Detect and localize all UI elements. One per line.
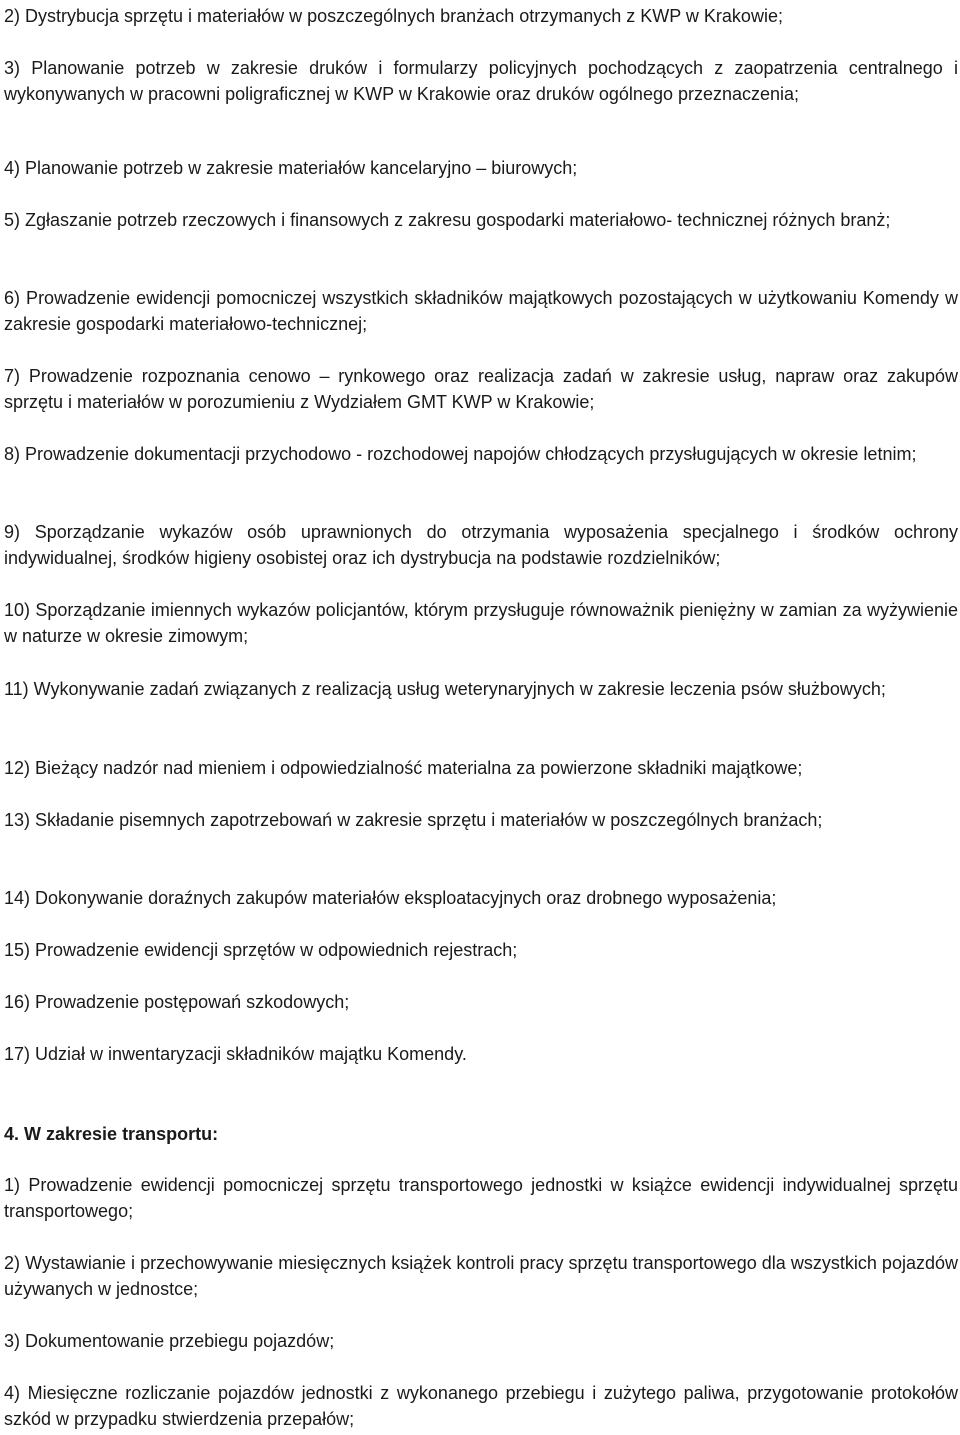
list-item: 12) Bieżący nadzór nad mieniem i odpowiedzialność materialna za powierzone składniki majątkowe; — [4, 758, 803, 778]
list-item: 9) Sporządzanie wykazów osób uprawnionych do otrzymania wyposażenia specjalnego i środków ochrony indywidualnej, środków higieny osobistej oraz ich dystrybucja na podstawie rozdzielników; — [4, 522, 958, 568]
list-item: 1) Prowadzenie ewidencji pomocniczej sprzętu transportowego jednostki w książce ewidencji indywidualnej sprzętu transportowego; — [4, 1175, 958, 1221]
list-item: 3) Planowanie potrzeb w zakresie druków i formularzy policyjnych pochodzących z zaopatrzenia centralnego i wykonywanych w pracowni poligraficznej w KWP w Krakowie oraz druków ogólnego przeznaczenia; — [4, 58, 958, 104]
list-item: 14) Dokonywanie doraźnych zakupów materiałów eksploatacyjnych oraz drobnego wyposażenia; — [4, 888, 777, 908]
list-item: 13) Składanie pisemnych zapotrzebowań w zakresie sprzętu i materiałów w poszczególnych branżach; — [4, 810, 823, 830]
list-item: 17) Udział w inwentaryzacji składników majątku Komendy. — [4, 1044, 467, 1064]
list-item: 5) Zgłaszanie potrzeb rzeczowych i finansowych z zakresu gospodarki materiałowo- technicznej różnych branż; — [4, 210, 891, 230]
list-item: 7) Prowadzenie rozpoznania cenowo – rynkowego oraz realizacja zadań w zakresie usług, napraw oraz zakupów sprzętu i materiałów w porozumieniu z Wydziałem GMT KWP w Krakowie; — [4, 366, 958, 412]
list-item: 16) Prowadzenie postępowań szkodowych; — [4, 992, 350, 1012]
list-item: 15) Prowadzenie ewidencji sprzętów w odpowiednich rejestrach; — [4, 940, 518, 960]
list-item: 10) Sporządzanie imiennych wykazów policjantów, którym przysługuje równoważnik pieniężny w zamian za wyżywienie w naturze w okresie zimowym; — [4, 600, 958, 646]
section-heading: 4. W zakresie transportu: — [4, 1124, 219, 1144]
list-item: 6) Prowadzenie ewidencji pomocniczej wszystkich składników majątkowych pozostających w użytkowaniu Komendy w zakresie gospodarki materiałowo-technicznej; — [4, 288, 958, 334]
list-item: 2) Wystawianie i przechowywanie miesięcznych książek kontroli pracy sprzętu transportowego dla wszystkich pojazdów używanych w jednostce; — [4, 1253, 958, 1299]
list-item: 11) Wykonywanie zadań związanych z realizacją usług weterynaryjnych w zakresie leczenia psów służbowych; — [4, 679, 886, 699]
list-item: 4) Miesięczne rozliczanie pojazdów jednostki z wykonanego przebiegu i zużytego paliwa, przygotowanie protokołów szkód w przypadku stwierdzenia przepałów; — [4, 1383, 958, 1429]
list-item: 4) Planowanie potrzeb w zakresie materiałów kancelaryjno – biurowych; — [4, 158, 578, 178]
list-item: 3) Dokumentowanie przebiegu pojazdów; — [4, 1331, 335, 1351]
list-item: 2) Dystrybucja sprzętu i materiałów w poszczególnych branżach otrzymanych z KWP w Krakowie; — [4, 6, 783, 26]
list-item: 8) Prowadzenie dokumentacji przychodowo - rozchodowej napojów chłodzących przysługujących w okresie letnim; — [4, 444, 917, 464]
